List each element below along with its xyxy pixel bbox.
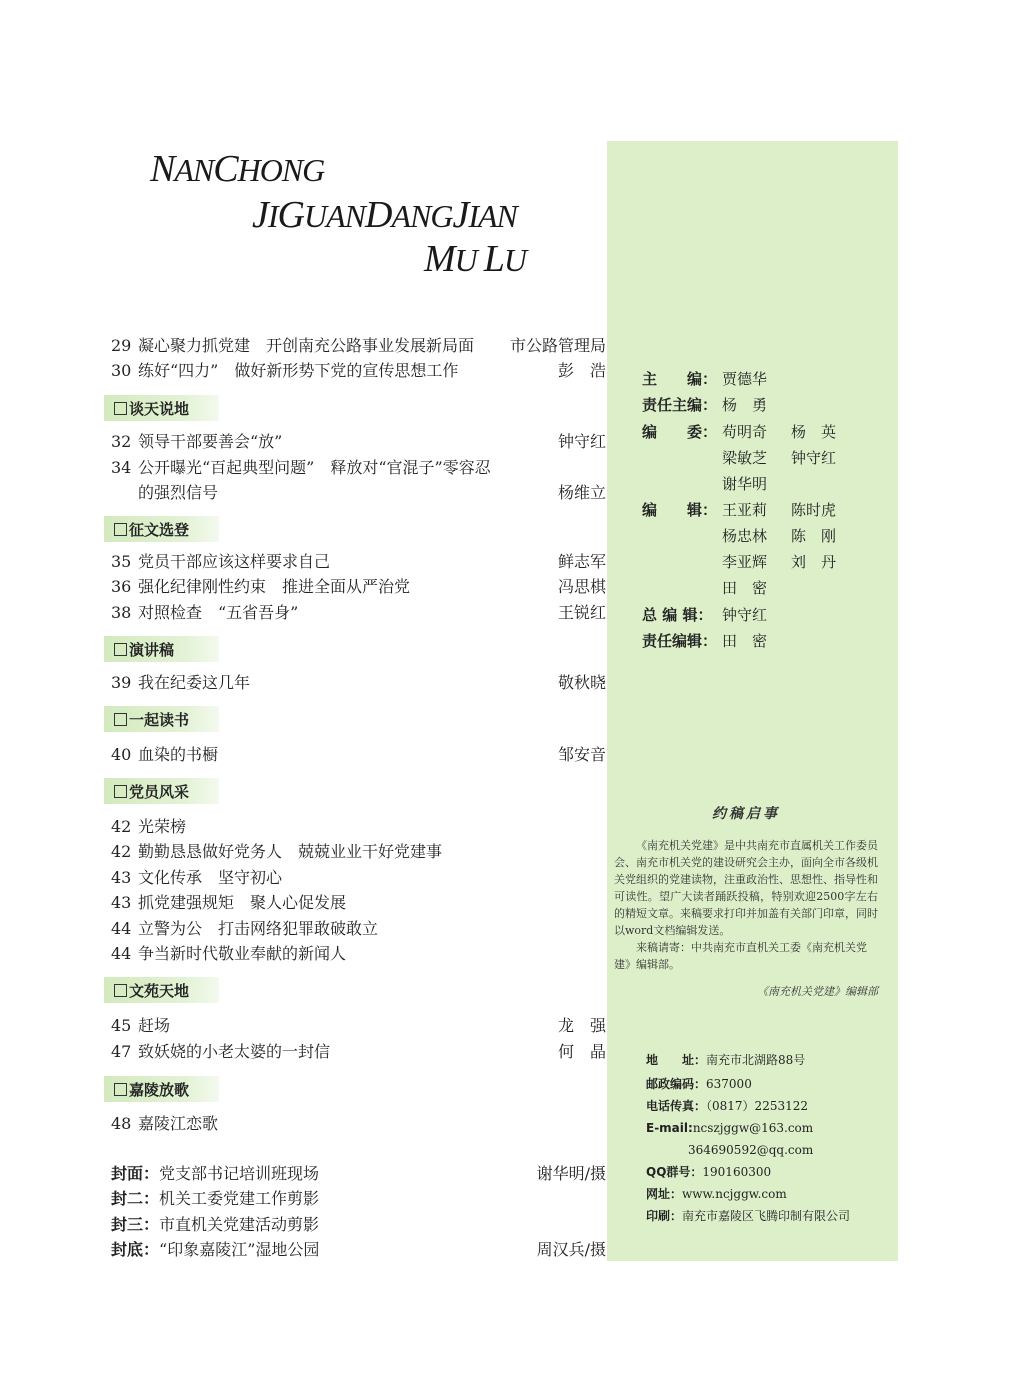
- page-number: 42: [111, 817, 132, 836]
- cover-photographer: 周汉兵/摄: [536, 1240, 606, 1259]
- toc-entry[interactable]: [111, 1041, 606, 1063]
- contact-label: E-mail:: [646, 1121, 693, 1135]
- section-label: 谈天说地: [129, 399, 190, 418]
- page-number: 39: [111, 673, 132, 692]
- toc-entry[interactable]: [111, 551, 606, 573]
- article-title: 练好“四力” 做好新形势下党的宣传思想工作: [138, 361, 459, 380]
- cover-text: 机关工委党建工作剪影: [159, 1189, 320, 1208]
- contact-row: [646, 1206, 850, 1226]
- cover-label: 封三：: [111, 1215, 160, 1234]
- cover-label: 封底：: [111, 1240, 160, 1259]
- masthead-name: 梁敏芝: [722, 449, 768, 467]
- masthead-name: 杨 勇: [722, 396, 768, 414]
- article-title: 嘉陵江恋歌: [138, 1114, 219, 1133]
- notice-body: 《南充机关党建》是中共南充市直属机关工作委员会、南充市机关党的建设研究会主办，面向全市各级机关党组织的党建读物，注重政治性、思想性、指导性和可读性。望广大读者踊跃投稿，特别欢迎2500字左右的精短文章。来稿要求打印并加盖有关部门印章，同时以word文档编辑发送。: [614, 839, 878, 937]
- notice-send-address: 来稿请寄：中共南充市直机关工委《南充机关党建》编辑部。: [614, 941, 867, 971]
- cover-photographer: 谢华明/摄: [536, 1164, 606, 1183]
- section-checkbox-icon: [114, 984, 127, 997]
- toc-entry[interactable]: [111, 431, 606, 453]
- cover-caption: [111, 1214, 606, 1236]
- page-number: 44: [111, 919, 132, 938]
- section-label: 文苑天地: [129, 981, 190, 1000]
- masthead-name: 杨忠林: [722, 527, 768, 545]
- section-label: 党员风采: [129, 782, 190, 801]
- section-header: [104, 706, 219, 732]
- article-title: 凝心聚力抓党建 开创南充公路事业发展新局面: [138, 336, 475, 355]
- section-label: 嘉陵放歌: [129, 1080, 190, 1099]
- article-title: 光荣榜: [138, 817, 187, 836]
- article-title: 抓党建强规矩 聚人心促发展: [138, 893, 347, 912]
- page-number: 42: [111, 842, 132, 861]
- page-number: 36: [111, 577, 132, 596]
- article-author: 王锐红: [557, 603, 606, 622]
- masthead-name: 李亚辉: [722, 553, 768, 571]
- page-number: 35: [111, 552, 132, 571]
- section-checkbox-icon: [114, 643, 127, 656]
- page-number: 44: [111, 944, 132, 963]
- article-author: 杨维立: [557, 483, 606, 502]
- page-number: 43: [111, 893, 132, 912]
- section-checkbox-icon: [114, 402, 127, 415]
- contact-value: 190160300: [702, 1165, 772, 1179]
- page-number: 29: [111, 336, 132, 355]
- section-label: 演讲稿: [129, 640, 175, 659]
- article-title: 公开曝光“百起典型问题” 释放对“官混子”零容忍: [138, 458, 491, 477]
- title-letter: U: [503, 242, 527, 278]
- title-letter: J: [452, 194, 469, 236]
- masthead-name: 杨 英: [791, 423, 837, 441]
- page-number: 40: [111, 745, 132, 764]
- toc-entry[interactable]: [111, 744, 606, 766]
- contact-label: 地 址：: [646, 1053, 707, 1067]
- article-author: 敬秋晓: [557, 673, 606, 692]
- cover-text: 市直机关党建活动剪影: [159, 1215, 320, 1234]
- masthead-name: 贾德华: [722, 370, 768, 388]
- article-author: 冯思棋: [557, 577, 606, 596]
- toc-entry[interactable]: [111, 816, 606, 838]
- title-line-jiguandangjian: [252, 196, 517, 234]
- toc-entry[interactable]: [111, 672, 606, 694]
- section-label: 一起读书: [129, 710, 190, 729]
- title-letter: I: [267, 198, 278, 234]
- contact-row[interactable]: [646, 1118, 813, 1138]
- article-author: 邹安音: [557, 745, 606, 764]
- article-title: 党员干部应该这样要求自己: [138, 552, 331, 571]
- masthead-name: 钟守红: [791, 449, 837, 467]
- page-number: 43: [111, 868, 132, 887]
- article-title: 致妖娆的小老太婆的一封信: [138, 1042, 331, 1061]
- toc-entry[interactable]: [111, 892, 606, 914]
- cover-label: 封面：: [111, 1164, 160, 1183]
- article-author: 彭 浩: [557, 361, 606, 380]
- article-title: 我在纪委这几年: [138, 673, 251, 692]
- section-header: [104, 516, 219, 542]
- masthead-name: 谢华明: [722, 475, 768, 493]
- contact-label: QQ群号：: [646, 1165, 703, 1179]
- masthead-name: 刘 丹: [791, 553, 837, 571]
- cover-label: 封二：: [111, 1189, 160, 1208]
- masthead-label: 主 编：: [642, 370, 718, 388]
- page-number: 30: [111, 361, 132, 380]
- notice-signature: 《南充机关党建》编辑部: [757, 985, 878, 998]
- masthead-name: 钟守红: [722, 606, 768, 624]
- contact-row[interactable]: [688, 1140, 813, 1160]
- title-line-nanchong: [150, 150, 324, 188]
- section-header: [104, 1076, 219, 1102]
- title-letter: HONG: [237, 152, 325, 188]
- email-link[interactable]: ncszjggw@163.com: [692, 1121, 814, 1135]
- contact-label: 电话传真：: [646, 1099, 707, 1113]
- title-letter: J: [252, 194, 268, 236]
- cover-text: “印象嘉陵江”湿地公园: [159, 1240, 320, 1259]
- contact-row: [646, 1096, 808, 1116]
- contact-value: 南充市嘉陵区飞腾印制有限公司: [682, 1209, 851, 1223]
- toc-entry[interactable]: [111, 360, 606, 382]
- masthead-name: 陈时虎: [791, 501, 837, 519]
- page-number: 47: [111, 1042, 132, 1061]
- title-letter: L: [483, 238, 504, 280]
- cover-caption: [111, 1188, 606, 1210]
- cover-text: 党支部书记培训班现场: [159, 1164, 320, 1183]
- title-letter: G: [277, 194, 304, 236]
- section-header: [104, 778, 219, 804]
- masthead-name: 田 密: [722, 632, 768, 650]
- masthead-label: 编 委：: [642, 423, 718, 441]
- title-letter: UAN: [303, 198, 365, 234]
- article-title: 的强烈信号: [138, 483, 219, 502]
- toc-entry[interactable]: [111, 335, 606, 357]
- contact-value: 637000: [706, 1077, 752, 1091]
- call-for-papers: [614, 806, 878, 1000]
- contact-row: [646, 1050, 805, 1070]
- masthead-label: 责任主编：: [642, 396, 718, 414]
- article-title: 领导干部要善会“放”: [138, 432, 283, 451]
- page-number: 48: [111, 1114, 132, 1133]
- masthead-name: 田 密: [722, 579, 768, 597]
- article-title: 强化纪律刚性约束 推进全面从严治党: [138, 577, 411, 596]
- article-author: 钟守红: [557, 432, 606, 451]
- page-number: 45: [111, 1016, 132, 1035]
- cover-caption: [111, 1239, 606, 1261]
- contact-row: [646, 1162, 771, 1182]
- section-checkbox-icon: [114, 523, 127, 536]
- masthead-label: 责任编辑：: [642, 632, 718, 650]
- title-letter: IAN: [468, 198, 517, 234]
- page-number: 38: [111, 603, 132, 622]
- title-line-mulu: [424, 240, 526, 278]
- toc-entry[interactable]: [111, 918, 606, 940]
- section-checkbox-icon: [114, 1083, 127, 1096]
- contact-row: [646, 1074, 752, 1094]
- title-letter: ANG: [391, 198, 453, 234]
- contact-label: 邮政编码：: [646, 1077, 707, 1091]
- contact-row[interactable]: [646, 1184, 787, 1204]
- contact-value: （0817）2253122: [706, 1099, 808, 1113]
- masthead-name: 苟明奇: [722, 423, 768, 441]
- title-letter: M: [424, 238, 455, 280]
- article-author: 何 晶: [557, 1042, 606, 1061]
- title-letter: N: [150, 148, 175, 190]
- contact-label: 印刷：: [646, 1209, 683, 1223]
- section-header: [104, 977, 219, 1003]
- toc-entry[interactable]: [111, 841, 606, 863]
- toc-entry[interactable]: [111, 482, 606, 504]
- article-author: 市公路管理局: [509, 336, 606, 355]
- email-link[interactable]: 364690592@qq.com: [688, 1143, 814, 1157]
- article-title: 争当新时代敬业奉献的新闻人: [138, 944, 347, 963]
- article-author: 鲜志军: [557, 552, 606, 571]
- article-title: 勤勤恳恳做好党务人 兢兢业业干好党建事: [138, 842, 443, 861]
- section-checkbox-icon: [114, 713, 127, 726]
- masthead-label: 编 辑：: [642, 501, 718, 519]
- toc-entry[interactable]: [111, 867, 606, 889]
- toc-entry[interactable]: [111, 602, 606, 624]
- article-title: 文化传承 坚守初心: [138, 868, 283, 887]
- article-author: 龙 强: [557, 1016, 606, 1035]
- page-number: 32: [111, 432, 132, 451]
- title-letter: U: [454, 242, 484, 278]
- masthead-name: 王亚莉: [722, 501, 768, 519]
- contact-value: 南充市北湖路88号: [706, 1053, 806, 1067]
- section-checkbox-icon: [114, 785, 127, 798]
- article-title: 对照检查 “五省吾身”: [138, 603, 299, 622]
- page-number: 34: [111, 458, 132, 477]
- article-title: 赶场: [138, 1016, 171, 1035]
- toc-entry[interactable]: [111, 1015, 606, 1037]
- toc-entry[interactable]: [111, 943, 606, 965]
- article-title: 立警为公 打击网络犯罪敢破敢立: [138, 919, 379, 938]
- section-header: [104, 395, 219, 421]
- website-link[interactable]: www.ncjggw.com: [682, 1187, 787, 1201]
- toc-entry[interactable]: [111, 457, 606, 479]
- cover-caption: [111, 1163, 606, 1185]
- title-letter: C: [213, 148, 238, 190]
- section-label: 征文选登: [129, 520, 190, 539]
- contact-label: 网址：: [646, 1187, 683, 1201]
- section-header: [104, 636, 219, 662]
- title-letter: AN: [174, 152, 214, 188]
- masthead-label: 总 编 辑：: [642, 606, 713, 624]
- article-title: 血染的书橱: [138, 745, 219, 764]
- masthead-name: 陈 刚: [791, 527, 837, 545]
- notice-title: 约稿启事: [712, 806, 780, 822]
- toc-entry[interactable]: [111, 576, 606, 598]
- title-letter: D: [364, 194, 392, 236]
- toc-entry[interactable]: [111, 1113, 606, 1135]
